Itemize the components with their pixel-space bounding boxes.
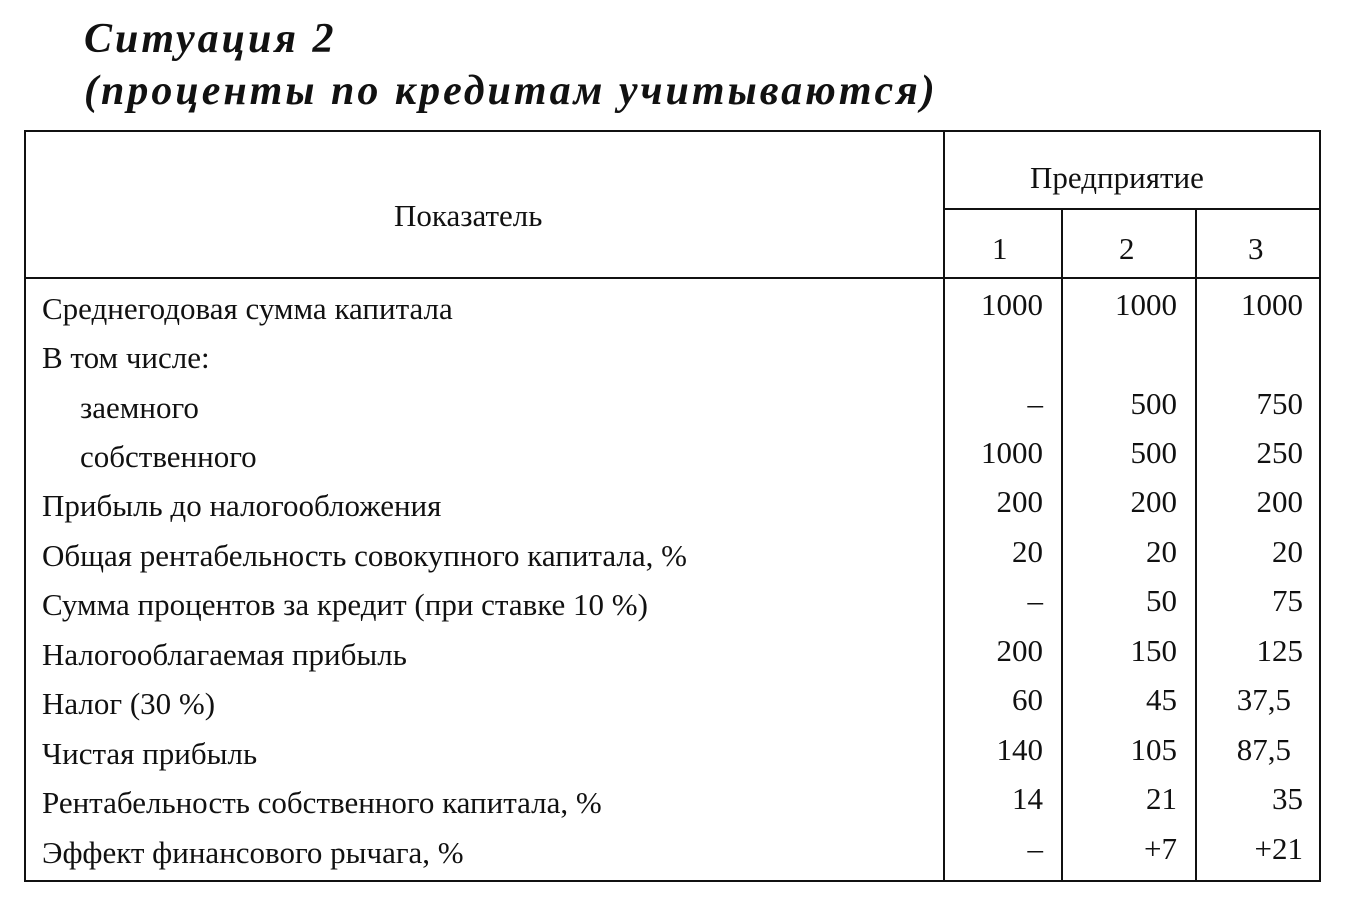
header-bottom-line [26,277,1319,279]
row-label: Налогооблагаемая прибыль [42,637,407,672]
cell-enterprise-1: 200 [996,633,1043,668]
data-table [24,130,1321,882]
header-enterprise: Предприятие [1030,160,1204,195]
cell-enterprise-3: 87,5 [1236,732,1291,767]
cell-enterprise-3: 1000 [1241,287,1303,322]
row-label: Эффект финансового рычага, % [42,835,464,870]
cell-enterprise-1: 200 [996,484,1043,519]
cell-enterprise-3: 35 [1272,781,1303,816]
row-label: Чистая прибыль [42,736,258,771]
row-label: собственного [80,439,257,474]
row-label: Прибыль до налогообложения [42,488,442,523]
header-col-2: 2 [1119,231,1135,266]
cell-enterprise-3: +21 [1254,831,1303,866]
cell-enterprise-1: – [1027,386,1043,421]
cell-enterprise-2: 1000 [1115,287,1177,322]
cell-enterprise-1: – [1027,583,1043,618]
row-label: Сумма процентов за кредит (при ставке 10 %) [42,587,648,622]
row-label: Налог (30 %) [42,686,216,721]
cell-enterprise-1: 1000 [981,435,1043,470]
header-col-3: 3 [1248,231,1264,266]
cell-enterprise-1: – [1027,831,1043,866]
title-line-2: (проценты по кредитам учитываются) [84,68,938,114]
row-label: Среднегодовая сумма капитала [42,291,453,326]
cell-enterprise-1: 20 [1012,534,1043,569]
cell-enterprise-3: 37,5 [1236,682,1291,717]
cell-enterprise-1: 140 [996,732,1043,767]
cell-enterprise-2: +7 [1144,831,1177,866]
cell-enterprise-2: 20 [1146,534,1177,569]
cell-enterprise-2: 50 [1146,583,1177,618]
cell-enterprise-2: 21 [1146,781,1177,816]
cell-enterprise-1: 14 [1012,781,1043,816]
cell-enterprise-2: 45 [1146,682,1177,717]
cell-enterprise-3: 250 [1256,435,1303,470]
row-label: заемного [80,390,199,425]
cell-enterprise-2: 500 [1130,386,1177,421]
cell-enterprise-1: 60 [1012,682,1043,717]
cell-enterprise-3: 125 [1256,633,1303,668]
cell-enterprise-2: 105 [1130,732,1177,767]
cell-enterprise-3: 20 [1272,534,1303,569]
cell-enterprise-2: 200 [1130,484,1177,519]
cell-enterprise-1: 1000 [981,287,1043,322]
row-label: Рентабельность собственного капитала, % [42,785,602,820]
header-divider [943,208,1319,210]
cell-enterprise-3: 200 [1256,484,1303,519]
cell-enterprise-3: 750 [1256,386,1303,421]
title-line-1: Ситуация 2 [84,16,337,62]
header-indicator: Показатель [394,198,543,233]
cell-enterprise-3: 75 [1272,583,1303,618]
row-label: Общая рентабельность совокупного капитала, % [42,538,687,573]
header-col-1: 1 [992,231,1008,266]
cell-enterprise-2: 150 [1130,633,1177,668]
row-label: В том числе: [42,340,210,375]
cell-enterprise-2: 500 [1130,435,1177,470]
